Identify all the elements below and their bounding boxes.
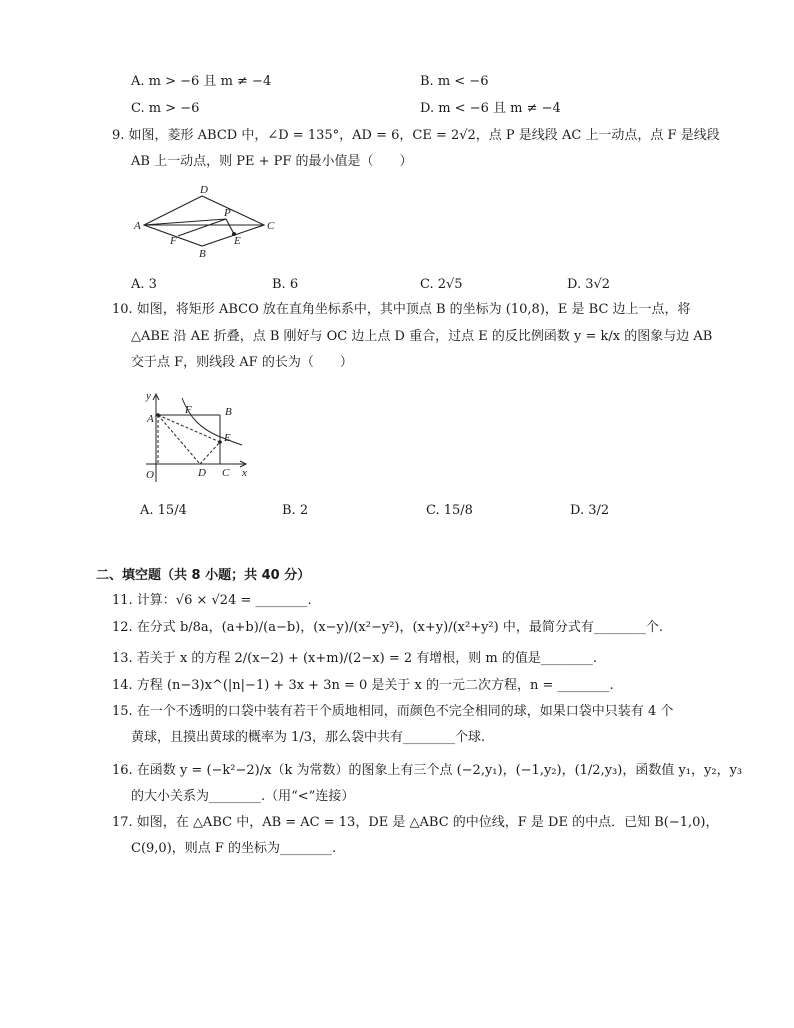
q15-stem-line2: 黄球，且摸出黄球的概率为 1/3，那么袋中共有________个球. bbox=[131, 730, 486, 745]
q9-option-d: D. 3√2 bbox=[567, 277, 611, 292]
q14-stem: 14. 方程 (n−3)x^(|n|−1) + 3x + 3n = 0 是关于 x 的一元二次方程，n = ________. bbox=[112, 678, 614, 693]
q10-label-e: E bbox=[224, 432, 231, 444]
q9-label-p: P bbox=[224, 207, 231, 219]
q9-option-a: A. 3 bbox=[131, 277, 157, 292]
q16-stem-line2: 的大小关系为________.（用“<”连接） bbox=[131, 789, 355, 804]
q10-label-o: O bbox=[146, 469, 154, 481]
q10-label-y: y bbox=[146, 390, 151, 402]
q9-label-a: A bbox=[134, 220, 141, 232]
q10-label-a: A bbox=[147, 413, 154, 425]
q9-label-d: D bbox=[200, 184, 208, 196]
q9-label-b: B bbox=[199, 248, 206, 260]
q12-stem: 12. 在分式 b/8a，(a+b)/(a−b)，(x−y)/(x²−y²)，(x+y)/(x²+y²) 中，最简分式有________个. bbox=[112, 620, 663, 635]
q17-stem-line2: C(9,0)，则点 F 的坐标为________. bbox=[131, 841, 337, 856]
q10-stem-line1: 10. 如图，将矩形 ABCO 放在直角坐标系中，其中顶点 B 的坐标为 (10,8)，E 是 BC 边上一点，将 bbox=[112, 302, 691, 317]
q10-label-b: B bbox=[225, 406, 232, 418]
q9-option-b: B. 6 bbox=[272, 277, 299, 292]
q9-rhombus-figure bbox=[130, 182, 280, 260]
q9-label-e: E bbox=[234, 235, 241, 247]
section-fill-in-title: 二、填空题（共 8 小题；共 40 分） bbox=[96, 568, 311, 583]
q10-label-d: D bbox=[198, 467, 206, 479]
q10-option-d: D. 3/2 bbox=[570, 503, 610, 518]
q9-label-c: C bbox=[267, 220, 275, 232]
q10-coordinate-figure bbox=[138, 388, 252, 484]
q8-option-c: C. m > −6 bbox=[131, 101, 200, 116]
q9-option-c: C. 2√5 bbox=[420, 277, 463, 292]
q16-stem-line1: 16. 在函数 y = (−k²−2)/x（k 为常数）的图象上有三个点 (−2,y₁)，(−1,y₂)，(1/2,y₃)，函数值 y₁，y₂，y₃ bbox=[112, 763, 743, 778]
q10-option-a: A. 15/4 bbox=[140, 503, 187, 518]
q9-label-f: F bbox=[170, 235, 177, 247]
q10-label-c: C bbox=[222, 467, 230, 479]
q17-stem-line1: 17. 如图，在 △ABC 中，AB = AC = 13，DE 是 △ABC 的中位线，F 是 DE 的中点．已知 B(−1,0)， bbox=[112, 815, 719, 830]
q10-option-b: B. 2 bbox=[282, 503, 309, 518]
q10-label-f: F bbox=[185, 404, 192, 416]
q10-option-c: C. 15/8 bbox=[426, 503, 473, 518]
q9-stem-line1: 9. 如图，菱形 ABCD 中，∠D = 135°，AD = 6，CE = 2√2，点 P 是线段 AC 上一动点，点 F 是线段 bbox=[112, 128, 720, 143]
q8-option-a: A. m > −6 且 m ≠ −4 bbox=[131, 74, 272, 89]
q8-option-b: B. m < −6 bbox=[420, 74, 489, 89]
q13-stem: 13. 若关于 x 的方程 2/(x−2) + (x+m)/(2−x) = 2 有增根，则 m 的值是________. bbox=[112, 651, 597, 666]
q10-stem-line2: △ABE 沿 AE 折叠，点 B 刚好与 OC 边上点 D 重合，过点 E 的反比例函数 y = k/x 的图象与边 AB bbox=[131, 329, 713, 344]
q10-stem-line3: 交于点 F，则线段 AF 的长为（ ） bbox=[131, 355, 353, 370]
q9-stem-line2: AB 上一动点，则 PE + PF 的最小值是（ ） bbox=[131, 154, 413, 169]
q11-stem: 11. 计算：√6 × √24 = ________. bbox=[112, 593, 312, 608]
q8-option-d: D. m < −6 且 m ≠ −4 bbox=[420, 101, 561, 116]
q15-stem-line1: 15. 在一个不透明的口袋中装有若干个质地相同，而颜色不完全相同的球，如果口袋中只装有 4 个 bbox=[112, 704, 674, 719]
q10-label-x: x bbox=[242, 467, 247, 479]
